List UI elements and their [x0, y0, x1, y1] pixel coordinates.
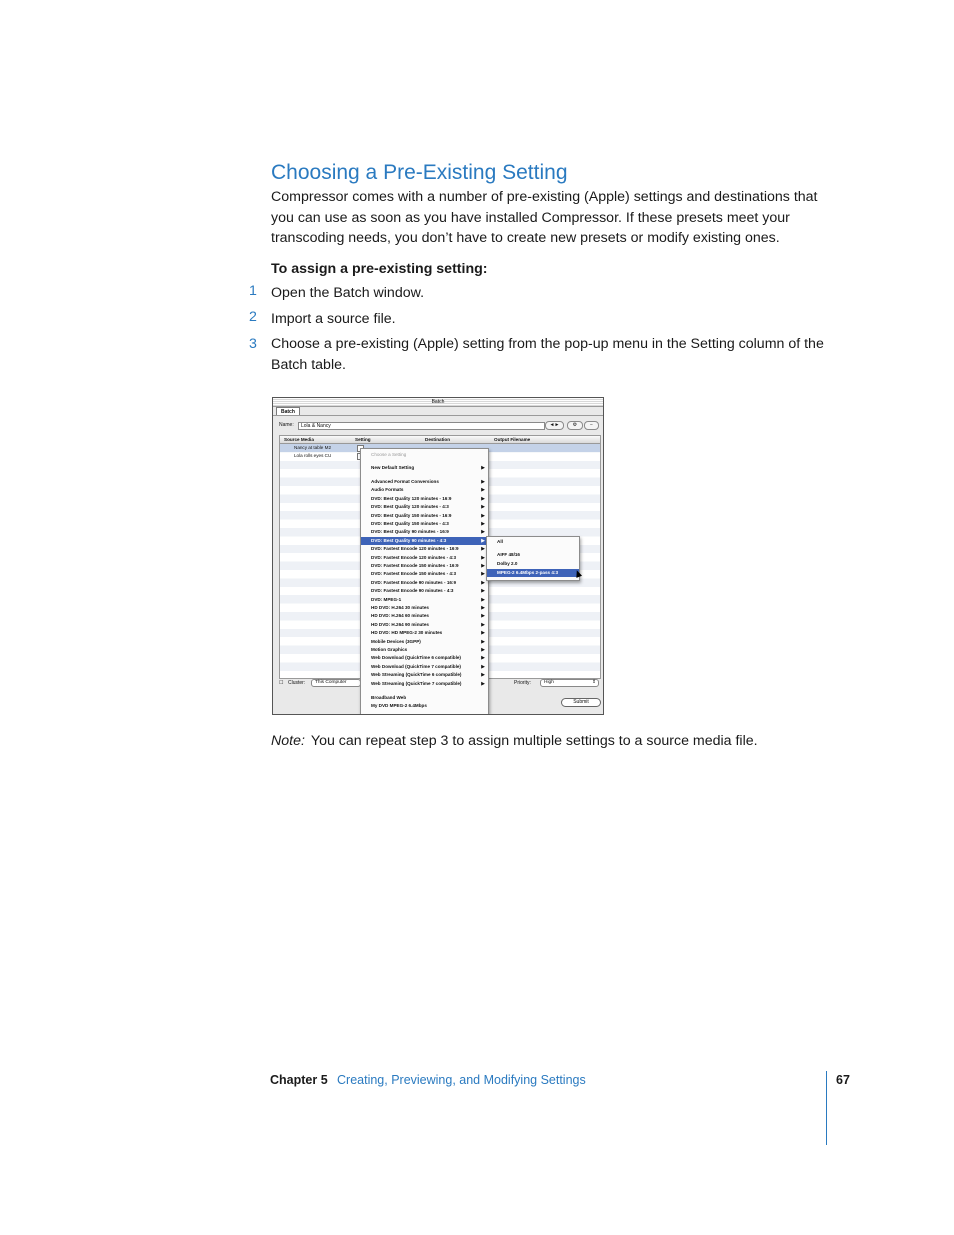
source-media-cell[interactable]: Nancy at table M2: [294, 445, 332, 450]
column-header[interactable]: Setting: [355, 437, 371, 442]
menu-item[interactable]: [361, 663, 488, 671]
submenu-item[interactable]: AIFF 48/16: [497, 552, 520, 557]
menu-item-label: DVD: Fastest Encode 90 minutes - 4:3: [371, 588, 454, 594]
menu-item-label: DVD: Best Quality 150 minutes - 4:3: [371, 521, 449, 526]
note-label: Note:: [271, 733, 305, 749]
menu-item-label: DVD: Fastest Encode 90 minutes - 16:9: [371, 579, 457, 585]
chevron-right-icon: ▶: [481, 546, 485, 553]
menu-item[interactable]: [361, 562, 488, 570]
priority-label: Priority:: [514, 680, 531, 686]
chevron-right-icon: ▶: [481, 537, 485, 544]
step-number: 1: [249, 283, 257, 299]
name-field[interactable]: Lola & Nancy: [298, 422, 545, 430]
menu-item-label: Motion Graphics: [371, 647, 408, 652]
step-text: Import a source file.: [271, 311, 396, 327]
chevron-right-icon: ▶: [481, 521, 485, 527]
chevron-right-icon: ▶: [481, 663, 485, 670]
submenu-item-selected[interactable]: MPEG-2 6.4Mbps 2-pass 4:3: [487, 569, 579, 577]
share-icon: ◄►: [549, 422, 560, 428]
submit-button[interactable]: Submit: [561, 698, 601, 707]
menu-item-label: DVD: Best Quality 120 minutes - 4:3: [371, 504, 449, 510]
chevron-right-icon: ▶: [481, 512, 485, 519]
tab-divider: [273, 415, 603, 416]
column-header[interactable]: Source Media: [284, 437, 314, 442]
chevron-right-icon: ▶: [481, 647, 485, 653]
menu-item-label: DVD: MPEG-1: [371, 596, 402, 602]
window-titlebar: [273, 398, 603, 407]
menu-item[interactable]: [361, 478, 488, 486]
chevron-right-icon: ▶: [481, 588, 485, 595]
setting-popup-menu[interactable]: [360, 448, 489, 715]
menu-item[interactable]: [361, 554, 488, 562]
menu-item[interactable]: [361, 680, 488, 688]
menu-item[interactable]: [361, 596, 488, 604]
chevron-right-icon: ▶: [481, 579, 485, 586]
cluster-value: This Computer: [315, 680, 347, 685]
chevron-right-icon: ▶: [481, 571, 485, 578]
menu-item[interactable]: [361, 503, 488, 511]
cluster-checkbox[interactable]: ☐: [279, 680, 284, 686]
menu-item-custom[interactable]: Broadband Web: [371, 695, 407, 700]
remove-button[interactable]: [584, 421, 599, 430]
footer-chapter: Chapter 5: [270, 1073, 328, 1087]
note: [271, 733, 758, 749]
chevron-right-icon: ▶: [481, 479, 485, 485]
menu-item-label: HD DVD: HD MPEG-2 30 minutes: [371, 630, 443, 636]
chevron-right-icon: ▶: [481, 487, 485, 494]
priority-value: High: [544, 680, 554, 685]
menu-item[interactable]: [361, 486, 488, 494]
name-label: Name:: [279, 422, 294, 428]
menu-item-label: Web Streaming (QuickTime 6 compatible): [371, 672, 462, 678]
menu-item[interactable]: [361, 570, 488, 578]
page-number: 67: [836, 1073, 850, 1087]
intro-paragraph: Compressor comes with a number of pre-existing (Apple) settings and destinations that you can use as soon as you have installed Compressor. If these presets meet your transcoding needs, you don’t have to create new presets or modify existing ones.: [271, 189, 818, 247]
menu-item-label: Web Download (QuickTime 7 compatible): [371, 663, 461, 669]
chevron-right-icon: ▶: [481, 672, 485, 679]
submenu-item[interactable]: Dolby 2.0: [497, 561, 518, 566]
menu-item-label: DVD: Fastest Encode 120 minutes - 4:3: [371, 554, 457, 560]
menu-item[interactable]: [361, 579, 488, 587]
menu-item-label: Web Streaming (QuickTime 7 compatible): [371, 680, 462, 686]
menu-item-selected[interactable]: [361, 537, 488, 545]
menu-item[interactable]: [361, 654, 488, 662]
chevron-right-icon: ▶: [481, 495, 485, 502]
batch-window-screenshot: [272, 397, 604, 715]
menu-item[interactable]: [361, 587, 488, 595]
step-number: 3: [249, 336, 257, 352]
menu-item-label: HD DVD: H.264 60 minutes: [371, 613, 429, 619]
chevron-right-icon: ▶: [481, 554, 485, 561]
note-text: You can repeat step 3 to assign multiple settings to a source media file.: [310, 733, 758, 749]
chevron-right-icon: ▶: [481, 630, 485, 637]
menu-item[interactable]: [361, 671, 488, 679]
footer-chapter-title: Creating, Previewing, and Modifying Settings: [337, 1073, 586, 1087]
chevron-right-icon: ▶: [481, 680, 485, 687]
submenu-item[interactable]: All: [497, 539, 503, 544]
column-header[interactable]: Destination: [425, 437, 451, 442]
chevron-right-icon: ▶: [481, 605, 485, 611]
chevron-right-icon: ▶: [481, 638, 485, 645]
menu-item-label: DVD: Fastest Encode 120 minutes - 16:9: [371, 546, 459, 552]
minus-icon: −: [590, 422, 593, 428]
menu-item-label: DVD: Fastest Encode 150 minutes - 4:3: [371, 571, 457, 577]
menu-item[interactable]: [361, 638, 488, 646]
chevron-right-icon: ▶: [481, 655, 485, 662]
window-title: Batch: [431, 399, 445, 405]
menu-header: Choose a Setting: [371, 452, 407, 457]
chevron-right-icon: ▶: [481, 596, 485, 603]
cluster-label: Cluster:: [288, 680, 306, 686]
menu-item-label: HD DVD: H.264 30 minutes: [371, 605, 429, 610]
gear-icon: ⚙: [572, 422, 578, 428]
menu-item-label: DVD: Best Quality 120 minutes - 16:9: [371, 495, 452, 501]
tab-batch[interactable]: Batch: [276, 407, 300, 416]
menu-item-label: Mobile Devices (3GPP): [371, 638, 421, 644]
menu-item[interactable]: [361, 629, 488, 637]
menu-item-label: DVD: Best Quality 90 minutes - 16:9: [371, 529, 449, 535]
menu-item-label: HD DVD: H.264 90 minutes: [371, 621, 429, 627]
chevron-right-icon: ▶: [481, 621, 485, 628]
procedure-heading: To assign a pre-existing setting:: [271, 261, 488, 277]
settings-button[interactable]: [567, 421, 583, 430]
chevron-right-icon: ▶: [481, 529, 485, 536]
destination-button[interactable]: [545, 421, 564, 430]
menu-item-label: DVD: Best Quality 90 minutes - 4:3: [371, 537, 447, 543]
chevron-updown-icon: ⇕: [591, 680, 596, 685]
menu-item[interactable]: [361, 512, 488, 520]
menu-item[interactable]: [361, 520, 488, 528]
menu-item[interactable]: [361, 612, 488, 620]
menu-item-label: Web Download (QuickTime 6 compatible): [371, 655, 461, 661]
chevron-right-icon: ▶: [481, 504, 485, 511]
chevron-right-icon: ▶: [481, 465, 485, 471]
source-media-cell[interactable]: Lola rolls eyes CU: [294, 453, 332, 458]
step-number: 2: [249, 309, 257, 325]
step-text: Open the Batch window.: [271, 285, 425, 301]
menu-item-label: Audio Formats: [371, 487, 404, 493]
column-header[interactable]: Output Filename: [494, 437, 531, 442]
setting-submenu[interactable]: [486, 536, 580, 581]
menu-item-label: DVD: Best Quality 150 minutes - 16:9: [371, 512, 452, 518]
menu-item[interactable]: [361, 604, 488, 612]
menu-item[interactable]: [361, 528, 488, 536]
table-header: [280, 436, 600, 444]
menu-item-new-default[interactable]: New Default Setting ▶: [371, 465, 485, 471]
menu-item[interactable]: [361, 545, 488, 553]
priority-popup[interactable]: [540, 679, 599, 687]
menu-item[interactable]: [361, 646, 488, 654]
menu-item-label: Advanced Format Conversions: [371, 479, 439, 484]
footer-rule: [826, 1071, 827, 1145]
step-text: Choose a pre-existing (Apple) setting from the pop-up menu in the Setting column of the Batch table.: [271, 336, 824, 373]
menu-item[interactable]: [361, 621, 488, 629]
menu-item[interactable]: [361, 495, 488, 503]
chevron-right-icon: ▶: [481, 563, 485, 569]
chevron-right-icon: ▶: [481, 613, 485, 620]
menu-item-custom[interactable]: My DVD MPEG-2 6.4Mbps: [371, 703, 427, 708]
cluster-popup[interactable]: [311, 679, 361, 687]
section-title: Choosing a Pre-Existing Setting: [271, 161, 568, 184]
menu-item-label: DVD: Fastest Encode 150 minutes - 16:9: [371, 563, 459, 568]
